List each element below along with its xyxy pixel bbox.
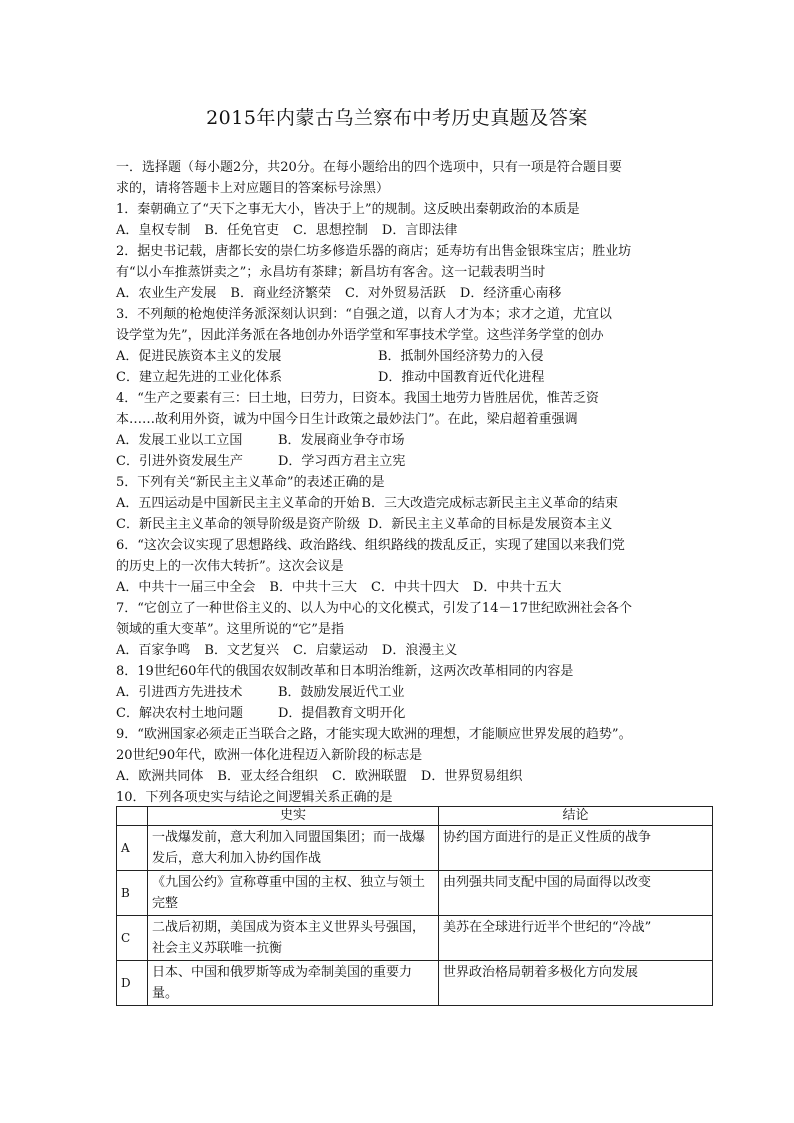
section-header-line: 一．选择题（每小题2分，共20分。在每小题给出的四个选项中，只有一项是符合题目要 — [116, 160, 622, 175]
question-stem: 2．据史书记载，唐都长安的崇仁坊多修造乐器的商店；延寿坊有出售金银珠宝店；胜业坊 — [116, 244, 632, 259]
question-stem: 本……故利用外资，诚为中国今日生计政策之最妙法门”。在此，梁启超着重强调 — [116, 412, 578, 427]
question-5 — [116, 472, 716, 535]
option-d: D．推动中国教育近代化进程 — [378, 370, 545, 385]
question-stem: 20世纪90年代，欧洲一体化进程迈入新阶段的标志是 — [116, 748, 423, 763]
row-conclusion: 美苏在全球进行近半个世纪的“冷战” — [439, 916, 713, 961]
option-c: C．欧洲联盟 — [331, 769, 407, 784]
option-c: C．启蒙运动 — [292, 643, 368, 658]
option-d: D．学习西方君主立宪 — [278, 454, 406, 469]
table-row — [117, 826, 713, 871]
option-d: D．世界贸易组织 — [420, 769, 523, 784]
row-fact: 《九国公约》宣称尊重中国的主权、独立与领土完整 — [148, 871, 439, 916]
option-c: C．中共十四大 — [370, 580, 459, 595]
row-key: D — [117, 961, 148, 1006]
option-a: A．促进民族资本主义的发展 — [116, 349, 282, 364]
question-10 — [116, 787, 716, 808]
question-stem: 3．不列颠的枪炮使洋务派深刻认识到：“自强之道，以育人才为本；求才之道，尤宜以 — [116, 307, 612, 322]
option-a: A．中共十一届三中全会 — [116, 580, 256, 595]
table-header-conclusion: 结论 — [439, 807, 713, 826]
option-row — [116, 430, 716, 451]
question-stem: 4．“生产之要素有三：曰土地，曰劳力，曰资本。我国土地劳力皆胜居优，惟苦乏资 — [116, 391, 599, 406]
option-c: C．解决农村土地问题 — [116, 706, 243, 721]
option-c: C．引进外资发展生产 — [116, 454, 243, 469]
option-b: B．发展商业争夺市场 — [278, 433, 405, 448]
option-d: D．浪漫主义 — [381, 643, 458, 658]
question-stem: 设学堂为先”，因此洋务派在各地创办外语学堂和军事技术学堂。这些洋务学堂的创办 — [116, 328, 604, 343]
option-row — [116, 640, 716, 661]
option-row — [116, 451, 716, 472]
option-c: C．新民主主义革命的领导阶级是资产阶级 — [116, 517, 360, 532]
option-a: A．欧洲共同体 — [116, 769, 204, 784]
option-c: C．思想控制 — [292, 223, 368, 238]
question-stem: 1．秦朝确立了“天下之事无大小，皆决于上”的规制。这反映出秦朝政治的本质是 — [116, 202, 580, 217]
row-conclusion: 由列强共同支配中国的局面得以改变 — [439, 871, 713, 916]
question-4 — [116, 388, 716, 472]
question-1 — [116, 199, 716, 241]
question-2 — [116, 241, 716, 304]
option-row — [116, 514, 716, 535]
answer-table — [116, 806, 713, 1006]
option-b: B．亚太经合组织 — [217, 769, 318, 784]
option-row — [116, 577, 716, 598]
option-b: B．商业经济繁荣 — [230, 286, 331, 301]
table-row — [117, 916, 713, 961]
option-row — [116, 682, 716, 703]
question-stem: 8．19世纪60年代的俄国农奴制改革和日本明治维新，这两次改革相同的内容是 — [116, 664, 574, 679]
question-stem: 5．下列有关“新民主主义革命”的表述正确的是 — [116, 475, 385, 490]
option-a: A．农业生产发展 — [116, 286, 217, 301]
option-row — [116, 493, 716, 514]
option-d: D．新民主主义革命的目标是发展资本主义 — [367, 517, 613, 532]
question-stem: 7．“它创立了一种世俗主义的、以人为中心的文化模式，引发了14－17世纪欧洲社会各个 — [116, 601, 633, 616]
option-d: D．提倡教育文明开化 — [278, 706, 406, 721]
option-row — [116, 283, 716, 304]
option-b: B．抵制外国经济势力的入侵 — [378, 349, 544, 364]
option-a: A．引进西方先进技术 — [116, 685, 243, 700]
row-key: C — [117, 916, 148, 961]
question-stem: 6．“这次会议实现了思想路线、政治路线、组织路线的拨乱反正，实现了建国以来我们党 — [116, 538, 625, 553]
table-row — [117, 871, 713, 916]
option-a: A．五四运动是中国新民主主义革命的开始 — [116, 496, 360, 511]
option-row — [116, 367, 716, 388]
option-b: B．文艺复兴 — [204, 643, 279, 658]
question-3 — [116, 304, 716, 388]
row-key: B — [117, 871, 148, 916]
section-header-line: 求的，请将答题卡上对应题目的答案标号涂黑） — [116, 181, 390, 196]
row-key: A — [117, 826, 148, 871]
option-d: D．言即法律 — [381, 223, 458, 238]
question-stem: 10．下列各项史实与结论之间逻辑关系正确的是 — [116, 790, 393, 805]
question-8 — [116, 661, 716, 724]
option-a: A．百家争鸣 — [116, 643, 191, 658]
option-row — [116, 703, 716, 724]
question-stem: 的历史上的一次伟大转折”。这次会议是 — [116, 559, 344, 574]
option-d: D．经济重心南移 — [459, 286, 562, 301]
option-c: C．对外贸易活跃 — [344, 286, 446, 301]
question-stem: 领域的重大变革”。这里所说的“它”是指 — [116, 622, 344, 637]
question-7 — [116, 598, 716, 661]
table-row — [117, 961, 713, 1006]
option-b: B．三大改造完成标志新民主主义革命的结束 — [361, 496, 618, 511]
row-fact: 二战后初期，美国成为资本主义世界头号强国，社会主义苏联唯一抗衡 — [148, 916, 439, 961]
option-b: B．中共十三大 — [269, 580, 357, 595]
table-header-key — [117, 807, 148, 826]
option-row — [116, 346, 716, 367]
question-body — [116, 157, 716, 808]
table-header-fact: 史实 — [148, 807, 439, 826]
option-row — [116, 220, 716, 241]
option-b: B．任免官吏 — [204, 223, 279, 238]
question-stem: 9．“欧洲国家必须走正当联合之路，才能实现大欧洲的理想，才能顺应世界发展的趋势”。 — [116, 727, 632, 742]
option-b: B．鼓励发展近代工业 — [278, 685, 405, 700]
page-title: 2015年内蒙古乌兰察布中考历史真题及答案 — [206, 107, 588, 129]
table-header-row — [117, 807, 713, 826]
option-d: D．中共十五大 — [472, 580, 562, 595]
question-6 — [116, 535, 716, 598]
option-row — [116, 766, 716, 787]
row-conclusion: 世界政治格局朝着多极化方向发展 — [439, 961, 713, 1006]
option-c: C．建立起先进的工业化体系 — [116, 370, 282, 385]
option-a: A．发展工业以工立国 — [116, 433, 243, 448]
question-stem: 有“以小车推蒸饼卖之”；永昌坊有茶肆；新昌坊有客舍。这一记载表明当时 — [116, 265, 546, 280]
question-9 — [116, 724, 716, 787]
row-conclusion: 协约国方面进行的是正义性质的战争 — [439, 826, 713, 871]
row-fact: 一战爆发前，意大利加入同盟国集团；而一战爆发后，意大利加入协约国作战 — [148, 826, 439, 871]
option-a: A．皇权专制 — [116, 223, 191, 238]
row-fact: 日本、中国和俄罗斯等成为牵制美国的重要力量。 — [148, 961, 439, 1006]
